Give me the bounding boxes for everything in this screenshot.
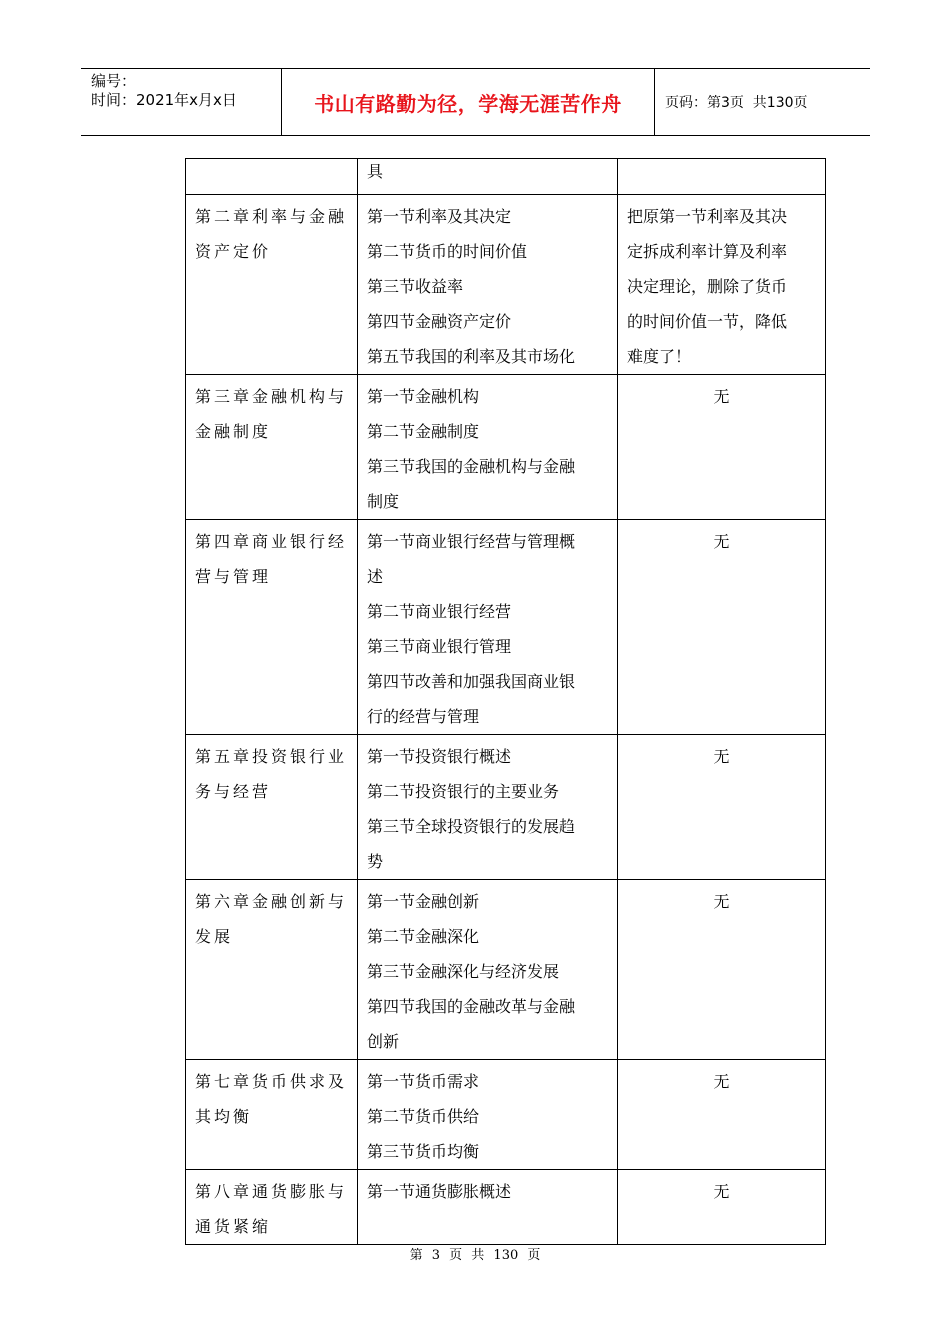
section-line: 第四节我国的金融改革与金融	[367, 997, 576, 1016]
note-cell	[618, 159, 826, 195]
section-line: 述	[367, 567, 384, 586]
section-line: 第二节商业银行经营	[367, 602, 512, 621]
note-line: 无	[713, 387, 730, 406]
chapter-cell: 第四章商业银行经营与管理	[186, 520, 358, 735]
table-row	[186, 1060, 826, 1170]
sections-cell	[358, 735, 618, 880]
section-line: 第三节全球投资银行的发展趋	[367, 817, 576, 836]
note-cell	[618, 520, 826, 735]
note-cell	[618, 375, 826, 520]
table-row	[186, 195, 826, 375]
note-line: 难度了！	[627, 347, 692, 366]
sections-cell	[358, 1170, 618, 1245]
page-header	[81, 68, 870, 136]
note-line: 无	[713, 747, 730, 766]
sections-cell	[358, 375, 618, 520]
section-line: 第一节金融创新	[367, 892, 480, 911]
table-row	[186, 375, 826, 520]
table-row	[186, 159, 826, 195]
note-line: 把原第一节利率及其决	[627, 207, 788, 226]
sections-cell	[358, 195, 618, 375]
motto: 书山有路勤为径，学海无涯苦作舟	[282, 69, 655, 135]
section-line: 第二节货币的时间价值	[367, 242, 528, 261]
chapter-table	[185, 158, 826, 1245]
section-line: 第一节金融机构	[367, 387, 480, 406]
note-line: 无	[713, 1182, 730, 1201]
note-line: 无	[713, 892, 730, 911]
section-line: 第三节货币均衡	[367, 1142, 480, 1161]
chapter-cell: 第八章通货膨胀与通货紧缩	[186, 1170, 358, 1245]
section-line: 制度	[367, 492, 400, 511]
section-line: 第一节通货膨胀概述	[367, 1182, 512, 1201]
section-line: 第三节我国的金融机构与金融	[367, 457, 576, 476]
sections-cell	[358, 159, 618, 195]
section-line: 第一节商业银行经营与管理概	[367, 532, 576, 551]
note-cell	[618, 735, 826, 880]
table-row	[186, 1170, 826, 1245]
section-line: 第一节投资银行概述	[367, 747, 512, 766]
section-line: 第四节改善和加强我国商业银	[367, 672, 576, 691]
table-row	[186, 880, 826, 1060]
sections-cell	[358, 520, 618, 735]
time-label: 时间：2021年x月x日	[91, 91, 237, 109]
sections-cell	[358, 1060, 618, 1170]
section-line: 第五节我国的利率及其市场化	[367, 347, 576, 366]
table-row	[186, 735, 826, 880]
note-cell	[618, 1170, 826, 1245]
section-line: 第二节金融制度	[367, 422, 480, 441]
page-info-text: 页码：第3页 共130页	[665, 95, 808, 111]
page-info	[655, 69, 870, 135]
note-cell	[618, 880, 826, 1060]
chapter-cell	[186, 159, 358, 195]
section-line: 第三节商业银行管理	[367, 637, 512, 656]
header-meta	[81, 69, 282, 135]
section-line: 第一节货币需求	[367, 1072, 480, 1091]
page-footer: 第 3 页 共 130 页	[409, 1248, 541, 1263]
sections-cell	[358, 880, 618, 1060]
section-line: 第二节投资银行的主要业务	[367, 782, 560, 801]
note-cell	[618, 1060, 826, 1170]
chapter-cell: 第七章货币供求及其均衡	[186, 1060, 358, 1170]
note-line: 定拆成利率计算及利率	[627, 242, 788, 261]
section-line: 第二节金融深化	[367, 927, 480, 946]
section-line: 第三节金融深化与经济发展	[367, 962, 560, 981]
section-line: 第三节收益率	[367, 277, 464, 296]
note-line: 决定理论，删除了货币	[627, 277, 788, 296]
section-line: 势	[367, 852, 384, 871]
section-line: 行的经营与管理	[367, 707, 480, 726]
note-line: 的时间价值一节，降低	[627, 312, 788, 331]
section-line: 创新	[367, 1032, 400, 1051]
code-label: 编号：	[91, 72, 137, 90]
table-row	[186, 520, 826, 735]
chapter-cell: 第三章金融机构与金融制度	[186, 375, 358, 520]
chapter-cell: 第五章投资银行业务与经营	[186, 735, 358, 880]
section-line: 第一节利率及其决定	[367, 207, 512, 226]
chapter-cell: 第二章利率与金融资产定价	[186, 195, 358, 375]
note-cell	[618, 195, 826, 375]
section-line: 第二节货币供给	[367, 1107, 480, 1126]
section-line: 具	[367, 162, 384, 181]
note-line: 无	[713, 1072, 730, 1091]
chapter-cell: 第六章金融创新与发展	[186, 880, 358, 1060]
section-line: 第四节金融资产定价	[367, 312, 512, 331]
note-line: 无	[713, 532, 730, 551]
